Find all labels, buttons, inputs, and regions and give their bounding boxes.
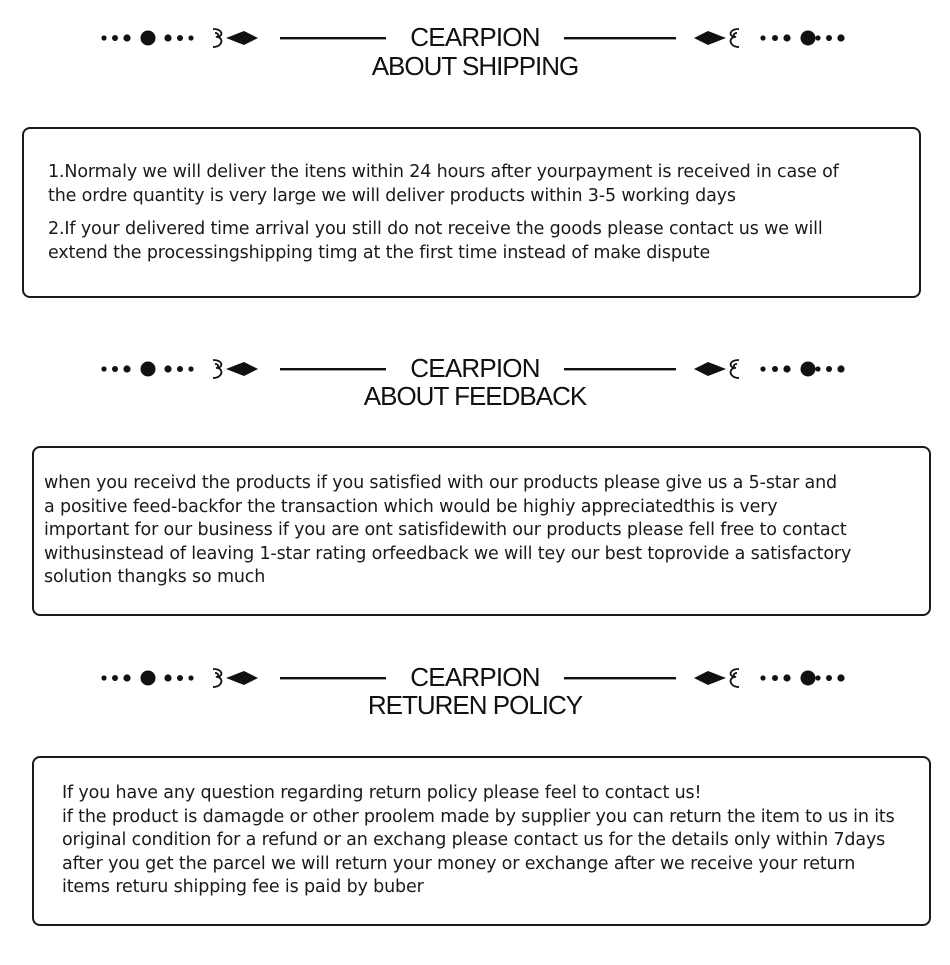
brand-name: CEARPION: [410, 662, 540, 692]
shipping-paragraph-1: 1.Normaly we will deliver the itens within 24 hours after yourpayment is received in case of the ordre quantity is very large we will deliver products within 3-5 working days: [48, 162, 839, 206]
section-title: ABOUT SHIPPING: [371, 51, 579, 81]
feedback-paragraph: when you receivd the products if you satisfied with our products please give us a 5-star and a positive feed-backfor the transaction which would be highiy appreciatedthis is very important for our business if you are ont satisfidewith our products please fell free to contact withusinstead of leaving 1-star rating orfeedback we will tey our best toprovide a satisfactory solution thangks so much: [44, 473, 852, 587]
feedback-info-box: [32, 446, 931, 616]
brand-name: CEARPION: [410, 353, 540, 383]
shipping-info-box: [22, 127, 921, 298]
shipping-paragraph-2: 2.If your delivered time arrival you still do not receive the goods please contact us we will extend the processingshipping timg at the first time instead of make dispute: [48, 219, 823, 263]
shipping-header: [0, 20, 950, 90]
return-policy-header: [0, 660, 950, 730]
feedback-header: [0, 351, 950, 421]
return-policy-box: [32, 756, 931, 926]
section-title: RETUREN POLICY: [367, 690, 583, 720]
section-title: ABOUT FEEDBACK: [363, 381, 587, 411]
return-policy-paragraph: If you have any question regarding return policy please feel to contact us! if the product is damagde or other proolem made by supplier you can return the item to us in its original condition for a refund or an exchang please contact us for the details only within 7days after you get the parcel we will return your money or exchange after we receive your return items returu shipping fee is paid by buber: [62, 783, 895, 897]
brand-name: CEARPION: [410, 22, 540, 52]
